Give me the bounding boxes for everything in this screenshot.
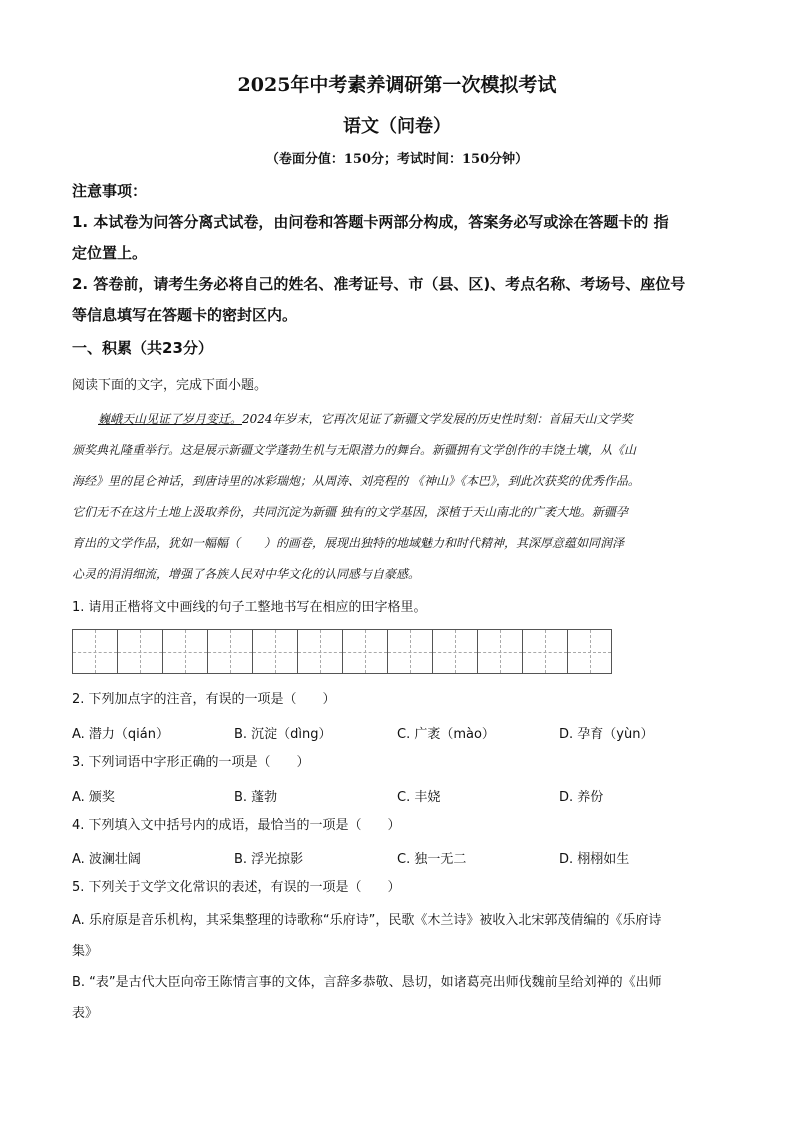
- passage-line-1-rest: 2024年岁末，它再次见证了新疆文学发展的历史性时刻：首届天山文学奖: [242, 412, 633, 426]
- section-intro: 阅读下面的文字，完成下面小题。: [72, 378, 268, 393]
- q2-option-b[interactable]: B. 沉淀（dìng）: [234, 727, 332, 742]
- notes-item1-line2: 定位置上。: [72, 244, 148, 262]
- question-5-stem: 5. 下列关于文学文化常识的表述，有误的一项是（ ）: [72, 880, 401, 895]
- reading-passage: [72, 404, 724, 590]
- exam-info: （卷面分值：150分；考试时间：150分钟）: [265, 152, 529, 167]
- notes-heading: 注意事项：: [72, 182, 148, 200]
- q4-option-b[interactable]: B. 浮光掠影: [234, 852, 304, 867]
- tianzige-cell[interactable]: [522, 629, 567, 674]
- q3-option-d[interactable]: D. 养份: [559, 790, 604, 805]
- section-heading: 一、积累（共23分）: [72, 339, 213, 357]
- question-3-stem: 3. 下列词语中字形正确的一项是（ ）: [72, 755, 310, 770]
- question-4-stem: 4. 下列填入文中括号内的成语，最恰当的一项是（ ）: [72, 818, 401, 833]
- q3-option-c[interactable]: C. 丰娆: [397, 790, 441, 805]
- q5-option-b[interactable]: [72, 967, 722, 1029]
- question-1-stem: 1. 请用正楷将文中画线的句子工整地书写在相应的田字格里。: [72, 600, 427, 615]
- tianzige-cell[interactable]: [387, 629, 432, 674]
- notes-item1-line1: 1. 本试卷为问答分离式试卷，由问卷和答题卡两部分构成，答案务必写或涂在答题卡的 指: [72, 213, 669, 231]
- tianzige-cell[interactable]: [162, 629, 207, 674]
- q4-option-c[interactable]: C. 独一无二: [397, 852, 467, 867]
- tianzige-cell[interactable]: [477, 629, 522, 674]
- passage-line-5: 育出的文学作品，犹如一幅幅（ ）的画卷，展现出独特的地域魅力和时代精神，其深厚意蕴如同润泽: [72, 536, 625, 550]
- q2-option-a[interactable]: A. 潜力（qián）: [72, 727, 169, 742]
- q3-option-b[interactable]: B. 蓬勃: [234, 790, 278, 805]
- tianzige-cell[interactable]: [72, 629, 117, 674]
- q4-option-d[interactable]: D. 栩栩如生: [559, 852, 630, 867]
- question-2-stem: 2. 下列加点字的注音，有误的一项是（ ）: [72, 692, 336, 707]
- q5-option-b-line1: B. “表”是古代大臣向帝王陈情言事的文体，言辞多恭敬、恳切，如诸葛亮出师伐魏前呈给刘禅的《出师: [72, 975, 662, 990]
- tianzige-cell[interactable]: [207, 629, 252, 674]
- tianzige-cell[interactable]: [297, 629, 342, 674]
- tianzige-grid[interactable]: [72, 629, 612, 675]
- q5-option-a-line1: A. 乐府原是音乐机构，其采集整理的诗歌称“乐府诗”，民歌《木兰诗》被收入北宋郭茂倩编的《乐府诗: [72, 913, 662, 928]
- q2-option-c[interactable]: C. 广袤（mào）: [397, 727, 495, 742]
- tianzige-cell[interactable]: [252, 629, 297, 674]
- exam-title: 2025年中考素养调研第一次模拟考试: [237, 74, 557, 96]
- tianzige-cell[interactable]: [432, 629, 477, 674]
- tianzige-cell[interactable]: [117, 629, 162, 674]
- passage-line-3: 海经》里的昆仑神话，到唐诗里的冰彩瑞炮；从周涛、刘亮程的 《神山》《本巴》，到此次获奖的优秀作品。: [72, 474, 640, 488]
- tianzige-cell[interactable]: [342, 629, 387, 674]
- q5-option-a[interactable]: [72, 905, 722, 967]
- q4-option-a[interactable]: A. 波澜壮阔: [72, 852, 141, 867]
- q5-option-b-line2: 表》: [72, 1006, 99, 1021]
- exam-subtitle: 语文（问卷）: [343, 116, 451, 137]
- tianzige-cell[interactable]: [567, 629, 612, 674]
- q3-option-a[interactable]: A. 颁奖: [72, 790, 115, 805]
- q2-option-d[interactable]: D. 孕育（yùn）: [559, 727, 654, 742]
- q5-option-a-line2: 集》: [72, 944, 99, 959]
- notes-item2-line1: 2. 答卷前，请考生务必将自己的姓名、准考证号、市（县、区)、考点名称、考场号、座位号: [72, 275, 686, 293]
- passage-line-4: 它们无不在这片土地上汲取养份，共同沉淀为新疆 独有的文学基因，深植于天山南北的广袤大地。新疆孕: [72, 505, 628, 519]
- notes-item2-line2: 等信息填写在答题卡的密封区内。: [72, 306, 298, 324]
- passage-line-6: 心灵的涓涓细流，增强了各族人民对中华文化的认同感与自豪感。: [72, 567, 421, 581]
- passage-line-2: 颁奖典礼隆重举行。这是展示新疆文学蓬勃生机与无限潜力的舞台。新疆拥有文学创作的丰饶土壤，从《山: [72, 443, 637, 457]
- underlined-sentence: 巍峨天山见证了岁月变迁。: [98, 412, 243, 426]
- passage-line-1: [72, 404, 724, 435]
